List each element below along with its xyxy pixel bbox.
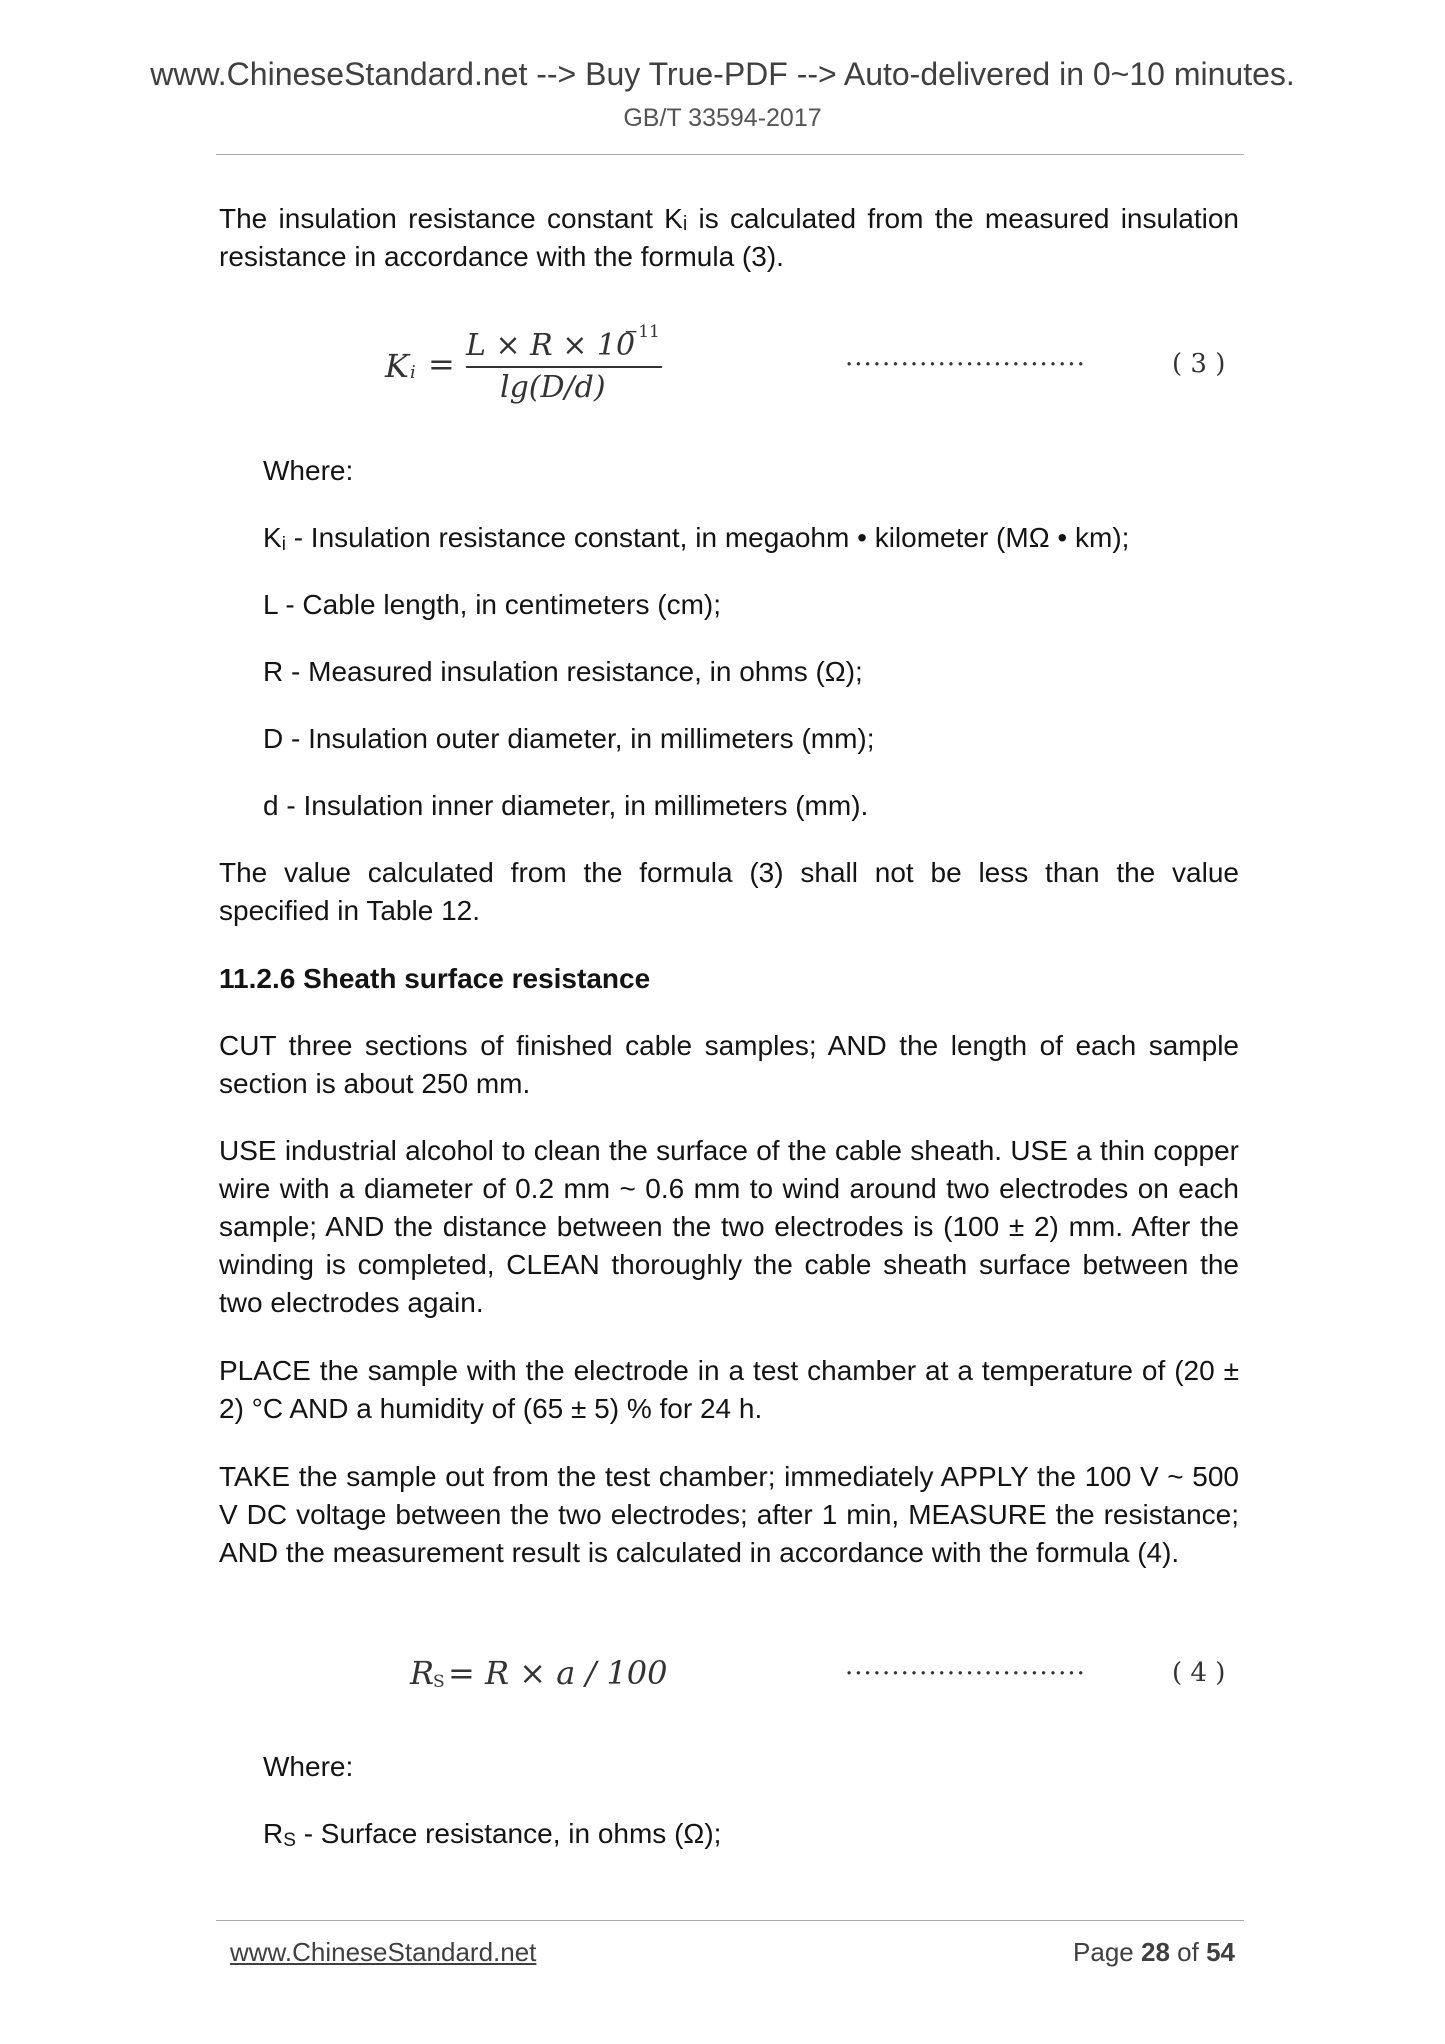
paragraph-measurement: TAKE the sample out from the test chamber; immediately APPLY the 100 V ~ 500 V DC voltage between the two electrodes; after 1 min, MEASURE the resistance; AND the measurement result is calculated in accordance with the formula (4).	[219, 1461, 1239, 1568]
paragraph-cut-samples: CUT three sections of finished cable samples; AND the length of each sample section is about 250 mm.	[219, 1030, 1239, 1099]
definition-symbol: L	[263, 589, 278, 620]
where-label-1: Where:	[263, 455, 354, 486]
formula-4-rhs: = R × a / 100	[448, 1654, 668, 1692]
header-divider	[216, 154, 1244, 155]
definition-symbol: D	[263, 723, 284, 754]
page-indicator	[1073, 1937, 1235, 1968]
definition-symbol-sub: i	[281, 534, 286, 555]
definition-text: - Insulation inner diameter, in millimeters (mm).	[278, 790, 869, 821]
page-of-label: of	[1177, 1937, 1199, 1967]
header-banner: www.ChineseStandard.net --> Buy True-PDF --> Auto-delivered in 0~10 minutes.	[150, 56, 1295, 92]
definition-item	[263, 787, 868, 825]
definition-text: - Insulation resistance constant, in megaohm • kilometer (MΩ • km);	[285, 522, 1130, 553]
formula-3-equals: =	[428, 345, 455, 383]
page-total: 54	[1206, 1937, 1235, 1967]
formula-3-lhs: K	[385, 347, 409, 385]
definition-item	[263, 653, 863, 691]
paragraph-electrodes: USE industrial alcohol to clean the surface of the cable sheath. USE a thin copper wire with a diameter of 0.2 mm ~ 0.6 mm to wind around two electrodes on each sample; AND the distance between the two electrodes is (100 ± 2) mm. After the winding is completed, CLEAN thoroughly the cable sheath surface between the two electrodes again.	[219, 1135, 1239, 1318]
definition-item	[263, 1815, 721, 1860]
definition-symbol: d	[263, 790, 279, 821]
page-number: 28	[1141, 1937, 1170, 1967]
definition-text: - Cable length, in centimeters (cm);	[277, 589, 722, 620]
formula-3-leader: ··························	[845, 350, 1086, 380]
definition-item	[263, 720, 875, 758]
page-label: Page	[1073, 1937, 1134, 1967]
formula-3-lhs-sub: i	[410, 362, 416, 383]
where-label-2: Where:	[263, 1751, 354, 1782]
paragraph-intro: The insulation resistance constant Kᵢ is calculated from the measured insulation resistance in accordance with the formula (3).	[219, 203, 1239, 272]
definition-item	[263, 519, 1129, 564]
definition-text: - Measured insulation resistance, in ohms (Ω);	[283, 656, 863, 687]
definition-symbol: R	[263, 656, 284, 687]
standard-number: GB/T 33594-2017	[623, 104, 822, 132]
formula-3-exponent: −11	[624, 322, 660, 342]
definition-text: - Surface resistance, in ohms (Ω);	[295, 1818, 722, 1849]
formula-4-lhs-sub: S	[433, 1672, 445, 1692]
footer-site-link[interactable]: www.ChineseStandard.net	[230, 1937, 537, 1967]
formula-4-lhs: R	[410, 1654, 435, 1692]
section-heading: 11.2.6 Sheath surface resistance	[219, 963, 651, 994]
definition-text: - Insulation outer diameter, in millimeters (mm);	[283, 723, 875, 754]
formula-3-denominator: lg(D/d)	[500, 370, 606, 405]
definition-symbol-sub: S	[283, 1830, 296, 1851]
formula-3-numerator: L × R × 10	[466, 328, 636, 363]
formula-4-number: ( 4 )	[1172, 1658, 1226, 1688]
formula-4-leader: ··························	[845, 1659, 1086, 1689]
definition-item	[263, 586, 721, 624]
paragraph-requirement: The value calculated from the formula (3) shall not be less than the value specified in Table 12.	[219, 857, 1239, 926]
formula-3-fraction-bar	[466, 366, 662, 368]
paragraph-conditioning: PLACE the sample with the electrode in a test chamber at a temperature of (20 ± 2) °C AND a humidity of (65 ± 5) % for 24 h.	[219, 1355, 1239, 1424]
definition-symbol: R	[263, 1818, 284, 1849]
definition-symbol: K	[263, 522, 282, 553]
footer-divider	[216, 1920, 1244, 1921]
formula-3-number: ( 3 )	[1172, 349, 1226, 379]
